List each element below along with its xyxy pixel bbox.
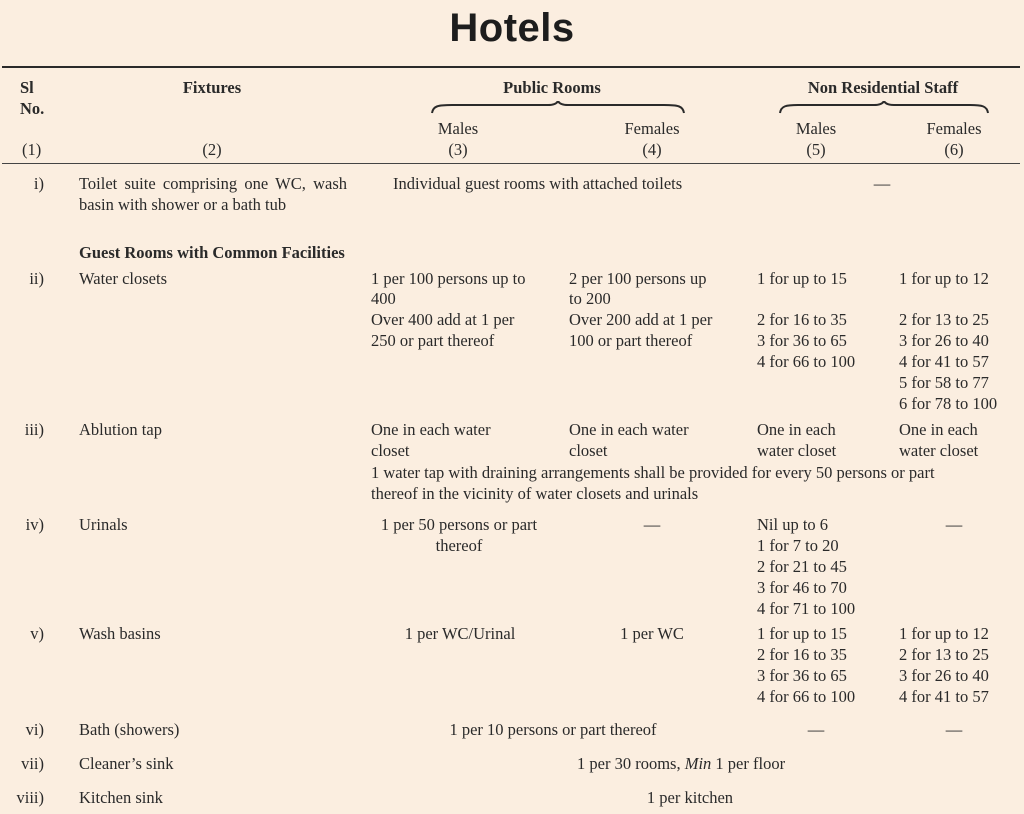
staff-males-line: 1 for 7 to 20 [757,536,839,555]
public-males-line: 1 per 50 persons or part [380,515,538,534]
public-females-line: closet [569,441,608,460]
col-number-2: (2) [202,140,222,159]
col-number-3: (3) [448,140,468,159]
fixture-name: Water closets [79,269,168,288]
public-females-line: One in each water [569,420,689,439]
row-number: iii) [24,420,44,439]
page-title: Hotels [449,6,575,50]
row-number: v) [30,624,44,643]
staff-females-line: 4 for 41 to 57 [899,352,989,371]
staff-females-line: 1 for up to 12 [899,624,989,643]
row-number: ii) [29,269,44,288]
header-rule [2,163,1020,164]
col-number-6: (6) [944,140,964,159]
header-non-residential-staff: Non Residential Staff [807,78,959,97]
staff-males-line: 4 for 66 to 100 [757,687,856,706]
public-males-line: 400 [371,289,396,308]
public-males-line: thereof [435,536,483,555]
staff-males-line: 1 for up to 15 [757,624,847,643]
min-label: Min [684,754,712,773]
header-public-males: Males [437,119,479,138]
public-females-line: to 200 [569,289,611,308]
row-number: viii) [16,788,44,807]
public-rooms-value: Individual guest rooms with attached toilets [393,174,683,193]
col-number-4: (4) [642,140,662,159]
staff-males-line: 1 for up to 15 [757,269,847,288]
staff-females-line: 3 for 26 to 40 [899,331,989,350]
row-number: vi) [25,720,44,739]
header-public-females: Females [624,119,680,138]
staff-females-line: 6 for 78 to 100 [899,394,998,413]
staff-females-line: 1 for up to 12 [899,269,989,288]
cleaners-sink-value [577,753,785,774]
header-public-rooms: Public Rooms [503,78,601,97]
public-males-value: 1 per WC/Urinal [404,624,516,643]
public-males-line: closet [371,441,410,460]
public-females-value: 1 per WC [620,624,684,643]
fixture-name: Urinals [79,515,128,534]
value-part: 1 per 30 rooms, [577,754,681,773]
header-fixtures: Fixtures [182,78,242,97]
fixture-name: Cleaner’s sink [79,754,174,773]
staff-females-line: 3 for 26 to 40 [899,666,989,685]
staff-females-line: 5 for 58 to 77 [899,373,989,392]
public-females-line: Over 200 add at 1 per [569,310,713,329]
value-part: 1 per floor [715,754,786,773]
top-rule [2,66,1020,68]
header-staff-females: Females [926,119,982,138]
staff-males-line: 3 for 36 to 65 [757,666,847,685]
public-males-line: One in each water [371,420,491,439]
fixture-name: Wash basins [79,624,161,643]
staff-brace [778,101,990,115]
staff-males-line: 4 for 66 to 100 [757,352,856,371]
public-males-line: 1 per 100 persons up to [371,269,526,288]
staff-females-value: — [945,720,963,739]
staff-males-line: 3 for 46 to 70 [757,578,847,597]
row-number: vii) [21,754,44,773]
public-males-line: Over 400 add at 1 per [371,310,515,329]
col-number-1: (1) [22,140,42,159]
staff-males-line: Nil up to 6 [757,515,829,534]
section-heading: Guest Rooms with Common Facilities [79,243,345,262]
public-females-value: — [643,515,661,534]
col-number-5: (5) [806,140,826,159]
kitchen-sink-value: 1 per kitchen [646,788,734,807]
staff-females-line: 2 for 13 to 25 [899,310,989,329]
staff-males-line: 4 for 71 to 100 [757,599,856,618]
fixture-name: Ablution tap [79,420,162,439]
public-rooms-brace [430,101,686,115]
fixture-name: Kitchen sink [79,788,163,807]
staff-males-line: 2 for 21 to 45 [757,557,847,576]
public-rooms-value: 1 per 10 persons or part thereof [449,720,657,739]
staff-value: — [873,174,891,193]
header-staff-males: Males [795,119,837,138]
staff-males-line: One in each [757,420,836,439]
row-number: i) [33,174,44,193]
staff-males-value: — [807,720,825,739]
fixture-name: Toilet suite comprising one WC, wash basin with shower or a bath tub [79,174,347,214]
fixture-name: Bath (showers) [79,720,180,739]
public-females-line: 2 per 100 persons up [569,269,707,288]
staff-males-line: 3 for 36 to 65 [757,331,847,350]
ablution-note-line: 1 water tap with draining arrangements shall be provided for every 50 persons or part [371,463,935,482]
staff-females-line: 2 for 13 to 25 [899,645,989,664]
header-sl-no: Sl No. [20,78,45,118]
row-number: iv) [25,515,44,534]
public-males-line: 250 or part thereof [371,331,495,350]
staff-males-line: 2 for 16 to 35 [757,310,847,329]
public-females-line: 100 or part thereof [569,331,693,350]
staff-males-line: 2 for 16 to 35 [757,645,847,664]
staff-females-line: water closet [899,441,979,460]
staff-females-line: One in each [899,420,978,439]
ablution-note-line: thereof in the vicinity of water closets and urinals [371,484,699,503]
staff-males-line: water closet [757,441,837,460]
staff-females-line: 4 for 41 to 57 [899,687,989,706]
staff-females-value: — [945,515,963,534]
